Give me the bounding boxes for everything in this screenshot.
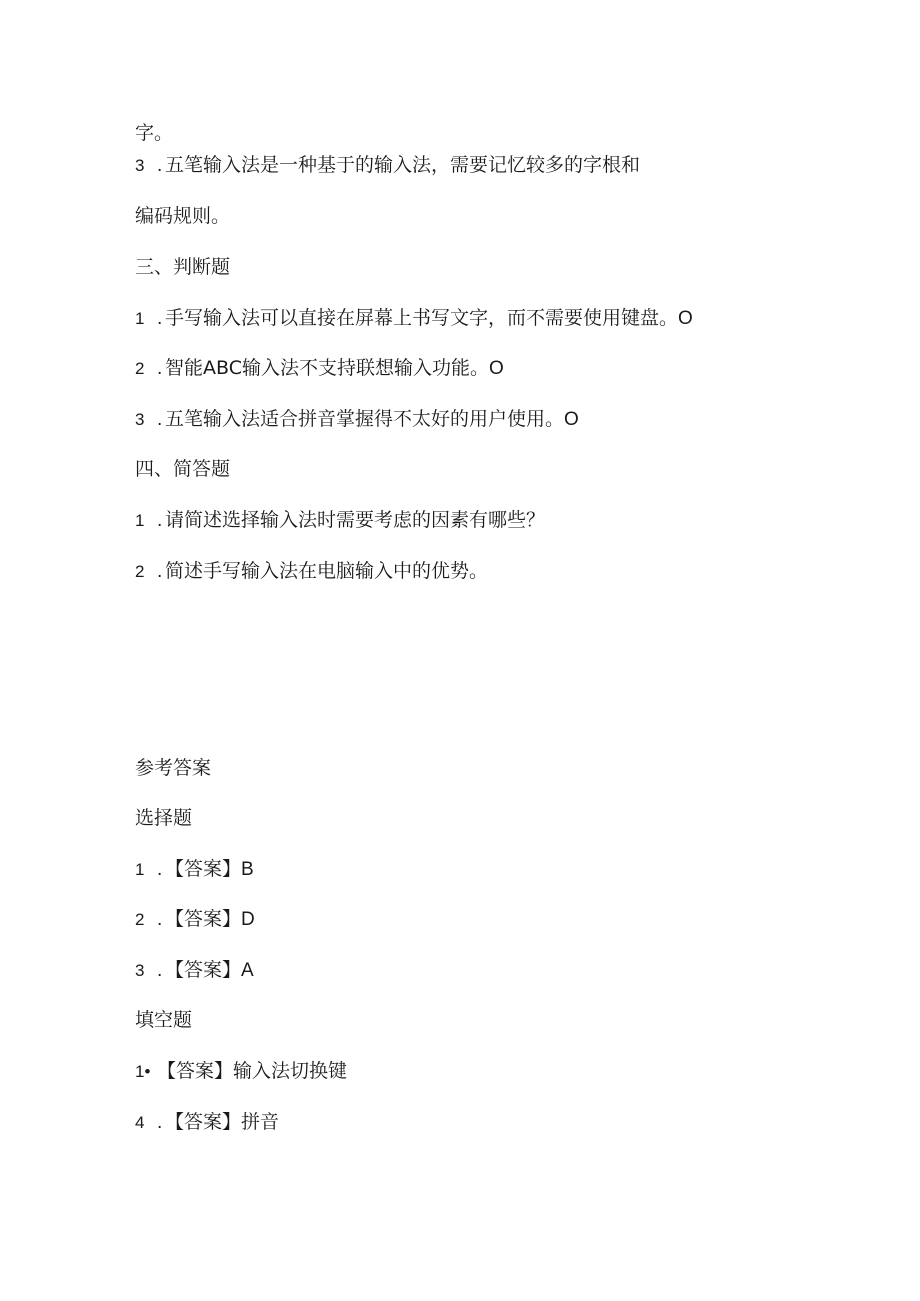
answer-label: 【答案】 — [157, 1060, 234, 1082]
question-separator: . — [157, 561, 163, 582]
answer-number: 1• — [135, 1062, 151, 1081]
short-answer-item-2 — [135, 559, 488, 584]
short-answer-item-1 — [135, 508, 545, 533]
fill-answers-heading — [135, 1008, 192, 1032]
answer-label: 【答案】 — [165, 858, 242, 880]
fill-answer-4 — [135, 1110, 279, 1135]
section-heading: 三、判断题 — [135, 256, 231, 278]
fill-blank-continuation — [135, 121, 173, 145]
answer-mark: O — [564, 409, 579, 430]
answer-label: 【答案】 — [165, 908, 242, 930]
question-number: 3 — [135, 156, 145, 175]
question-text: 五笔输入法适合拼音掌握得不太好的用户使用。 — [165, 408, 565, 430]
choice-answer-1 — [135, 857, 254, 882]
fill-blank-question-3-continuation — [135, 204, 230, 228]
question-text: 五笔输入法是一种基于的输入法，需要记忆较多的字根和 — [165, 154, 641, 176]
answer-separator: . — [157, 859, 163, 880]
answer-number: 3 — [135, 961, 145, 980]
question-text: 手写输入法可以直接在屏幕上书写文字，而不需要使用键盘。 — [165, 307, 679, 329]
choice-answers-heading — [135, 806, 192, 830]
answer-separator: . — [157, 1112, 163, 1133]
question-separator: . — [157, 510, 163, 531]
answer-label: 【答案】 — [165, 959, 242, 981]
subsection-heading: 填空题 — [135, 1009, 193, 1031]
fill-blank-question-3 — [135, 153, 640, 178]
true-false-item-2 — [135, 356, 504, 381]
question-separator: . — [157, 409, 163, 430]
question-text: 简述手写输入法在电脑输入中的优势。 — [165, 560, 489, 582]
answer-value: 拼音 — [241, 1111, 280, 1133]
question-separator: . — [157, 308, 163, 329]
answers-heading — [135, 756, 211, 780]
section-heading: 四、简答题 — [135, 458, 231, 480]
answer-separator: . — [157, 909, 163, 930]
subsection-heading: 选择题 — [135, 807, 193, 829]
question-separator: . — [157, 358, 163, 379]
question-number: 2 — [135, 359, 145, 378]
section-heading: 参考答案 — [135, 757, 212, 779]
question-separator: . — [157, 155, 163, 176]
question-number: 1 — [135, 511, 145, 530]
question-text-continuation: 编码规则。 — [135, 205, 231, 227]
answer-separator: . — [157, 960, 163, 981]
answer-number: 2 — [135, 910, 145, 929]
answer-value: A — [241, 960, 254, 981]
short-answer-heading — [135, 457, 230, 481]
question-number: 1 — [135, 309, 145, 328]
question-number: 3 — [135, 410, 145, 429]
choice-answer-2 — [135, 907, 255, 932]
question-text: 请简述选择输入法时需要考虑的因素有哪些？ — [165, 509, 546, 531]
continuation-text: 字。 — [135, 122, 174, 144]
true-false-heading — [135, 255, 230, 279]
choice-answer-3 — [135, 958, 254, 983]
question-text: 智能ABC输入法不支持联想输入功能。 — [165, 357, 489, 379]
answer-number: 1 — [135, 860, 145, 879]
fill-answer-1 — [135, 1059, 347, 1084]
answer-label: 【答案】 — [165, 1111, 242, 1133]
answer-mark: O — [488, 358, 504, 379]
answer-value: B — [241, 859, 254, 880]
answer-number: 4 — [135, 1113, 145, 1132]
answer-value: D — [241, 909, 255, 930]
answer-mark: O — [678, 308, 693, 329]
true-false-item-3 — [135, 407, 579, 432]
true-false-item-1 — [135, 306, 693, 331]
question-number: 2 — [135, 562, 145, 581]
answer-value: 输入法切换键 — [233, 1060, 348, 1082]
